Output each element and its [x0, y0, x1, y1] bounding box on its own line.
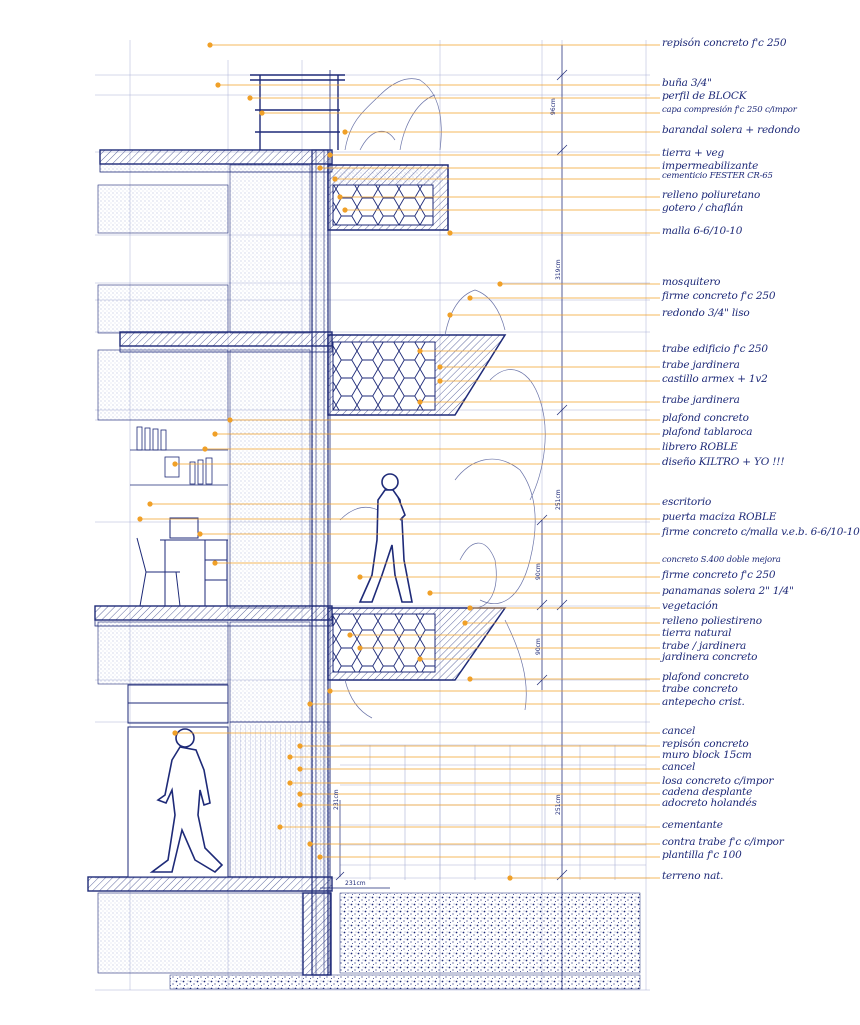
leader-dot	[298, 744, 302, 748]
leader-dot	[318, 166, 322, 170]
leader-dot	[508, 876, 512, 880]
leader-dot	[328, 689, 332, 693]
annotation-label: plafond concreto	[662, 412, 749, 424]
dim-251cm-upper: 251cm	[555, 489, 562, 510]
leader-dot	[248, 96, 252, 100]
planter-1	[328, 165, 448, 230]
annotation-label: puerta maciza ROBLE	[662, 511, 777, 523]
leader-dot	[333, 177, 337, 181]
annotation-label: cementante	[662, 819, 723, 831]
annotation-label: trabe / jardinera	[662, 640, 747, 652]
annotation-label: trabe concreto	[662, 683, 738, 695]
leader-dot	[343, 208, 347, 212]
annotation-label: cementicio FESTER CR-65	[662, 171, 773, 181]
leader-dot	[438, 379, 442, 383]
annotation-label: adocreto holandés	[662, 797, 757, 809]
leader-dot	[288, 755, 292, 759]
annotation-label: trabe jardinera	[662, 359, 740, 371]
annotation-label: terreno nat.	[662, 870, 724, 882]
leader-dot	[298, 767, 302, 771]
annotation-label: relleno poliestireno	[662, 615, 762, 627]
leader-dot	[260, 111, 264, 115]
leader-dot	[498, 282, 502, 286]
annotation-label: diseño KILTRO + YO !!!	[662, 456, 785, 468]
annotation-label: firme concreto c/malla v.e.b. 6-6/10-10	[662, 526, 860, 538]
leader-dot	[418, 657, 422, 661]
leader-dot	[318, 855, 322, 859]
leader-dot	[203, 447, 207, 451]
annotation-label: trabe jardinera	[662, 394, 740, 406]
annotation-label: plafond tablaroca	[662, 426, 753, 438]
leader-dot	[308, 842, 312, 846]
leader-dot	[298, 803, 302, 807]
annotation-label: firme concreto f'c 250	[662, 290, 776, 302]
annotation-label: trabe edificio f'c 250	[662, 343, 768, 355]
leader-dot	[308, 702, 312, 706]
leader-dot	[198, 532, 202, 536]
annotation-label: librero ROBLE	[662, 441, 738, 453]
annotation-label: plantilla f'c 100	[662, 849, 742, 861]
dim-90cm-lower: 90cm	[535, 638, 542, 655]
leader-dot	[343, 130, 347, 134]
annotation-label: redondo 3/4" liso	[662, 307, 750, 319]
leader-dot	[213, 561, 217, 565]
figure-upper	[360, 474, 412, 602]
leader-dot	[438, 365, 442, 369]
leader-dot	[298, 792, 302, 796]
leader-dot	[418, 349, 422, 353]
leader-dot	[148, 502, 152, 506]
annotation-label: concreto S.400 doble mejora	[662, 555, 781, 565]
dim-90cm-upper: 90cm	[535, 563, 542, 580]
leader-dot	[348, 633, 352, 637]
annotation-label: relleno poliuretano	[662, 189, 761, 201]
leader-dot	[173, 462, 177, 466]
dim-319cm: 319cm	[555, 259, 562, 280]
leader-dot	[358, 575, 362, 579]
annotation-label: castillo armex + 1v2	[662, 373, 768, 385]
annotation-label: vegetación	[662, 600, 718, 612]
leader-dot	[216, 83, 220, 87]
leader-dot	[448, 231, 452, 235]
annotation-label: cancel	[662, 761, 696, 773]
leader-dot	[208, 43, 212, 47]
planter-3	[328, 608, 505, 680]
annotation-label: jardinera concreto	[662, 651, 758, 663]
annotation-label: buña 3/4"	[662, 77, 712, 89]
annotation-label: barandal solera + redondo	[662, 124, 800, 136]
leader-dot	[468, 677, 472, 681]
leader-dot	[468, 606, 472, 610]
leader-dot	[358, 646, 362, 650]
annotation-label: antepecho crist.	[662, 696, 745, 708]
annotation-label: impermeabilizante	[662, 160, 759, 172]
annotation-label: mosquitero	[662, 276, 721, 288]
annotation-label: repisón concreto	[662, 738, 749, 750]
leader-dot	[228, 418, 232, 422]
leader-dot	[463, 621, 467, 625]
leader-dot	[448, 313, 452, 317]
leader-dot	[278, 825, 282, 829]
annotation-label: panamanas solera 2" 1/4"	[662, 585, 794, 597]
dim-96cm: 96cm	[550, 98, 557, 115]
annotation-label: cancel	[662, 725, 696, 737]
annotation-label: losa concreto c/impor	[662, 775, 774, 787]
annotation-label: repisón concreto f'c 250	[662, 37, 787, 49]
annotation-label: cadena desplante	[662, 786, 753, 798]
annotation-label: capa compresión f'c 250 c/impor	[662, 105, 797, 115]
annotation-label: malla 6-6/10-10	[662, 225, 743, 237]
annotation-label: tierra natural	[662, 627, 732, 639]
annotation-label: escritorio	[662, 496, 712, 508]
annotation-label: firme concreto f'c 250	[662, 569, 776, 581]
annotation-label: tierra + veg	[662, 147, 725, 159]
block-wall-grid	[340, 745, 646, 880]
leader-dot	[338, 195, 342, 199]
dim-251cm-lower: 251cm	[555, 794, 562, 815]
annotation-label: gotero / chaflán	[662, 202, 743, 214]
leader-dot	[288, 781, 292, 785]
leader-dot	[428, 591, 432, 595]
planter-2	[328, 335, 505, 415]
annotation-label: plafond concreto	[662, 671, 749, 683]
annotation-label: muro block 15cm	[662, 749, 752, 761]
leader-dot	[213, 432, 217, 436]
annotation-label: contra trabe f'c c/impor	[662, 836, 784, 848]
leader-dot	[173, 731, 177, 735]
dim-231cm: 231cm	[333, 789, 340, 810]
leader-dot	[328, 153, 332, 157]
leader-dot	[418, 400, 422, 404]
dim-231cm-horizontal: 231cm	[345, 880, 366, 887]
leader-dot	[138, 517, 142, 521]
leader-dot	[468, 296, 472, 300]
annotation-label: perfil de BLOCK	[662, 90, 747, 102]
